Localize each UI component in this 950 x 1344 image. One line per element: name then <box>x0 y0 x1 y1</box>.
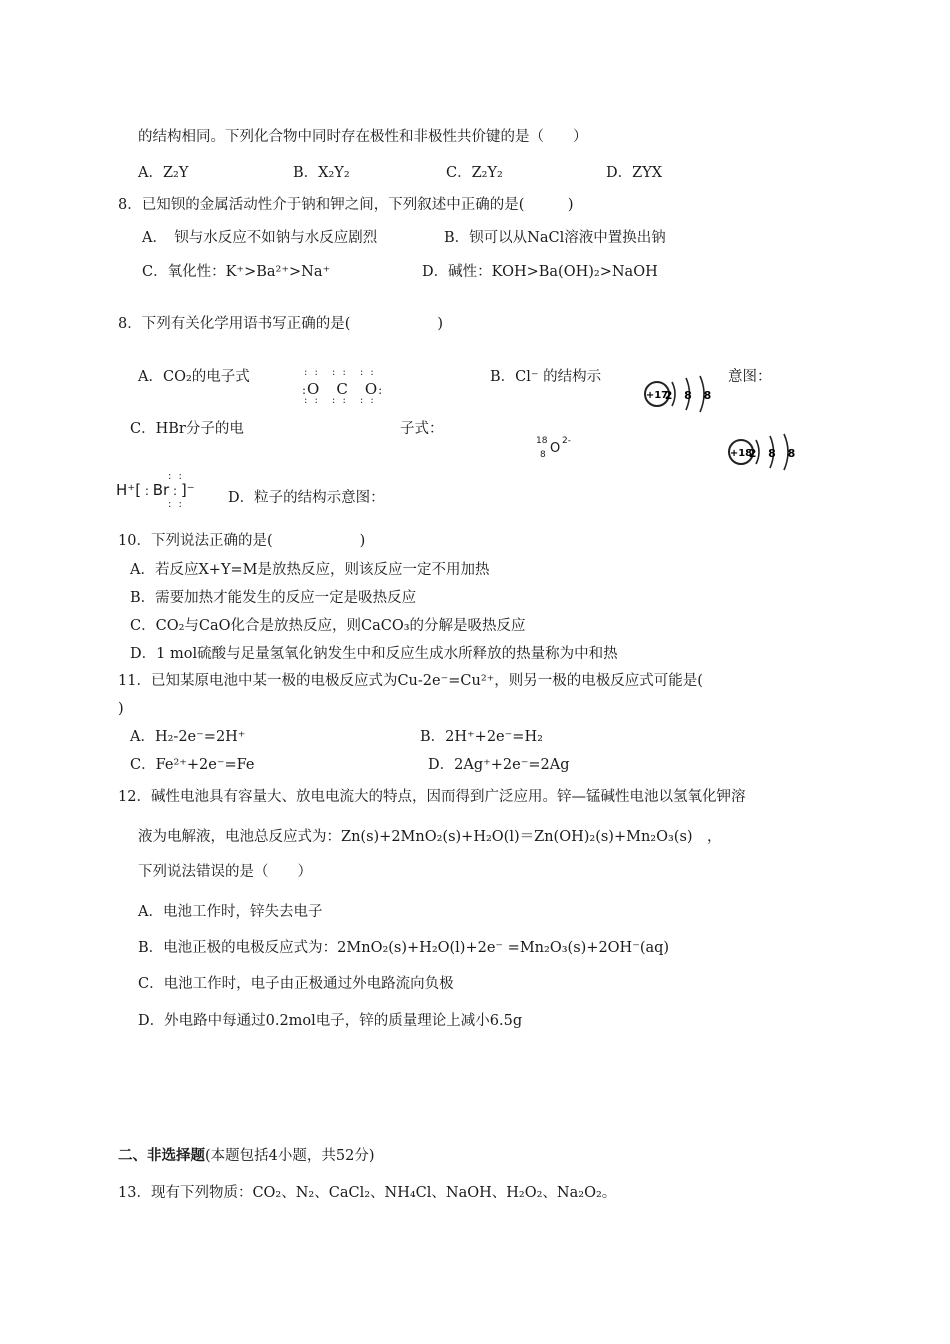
q10-option-d: D．1 mol硫酸与足量氢氧化钠发生中和反应生成水所释放的热量称为中和热 <box>130 646 618 662</box>
q8b-option-a-label: A．CO₂的电子式 <box>138 369 250 385</box>
q8b-option-c-label: C．HBr分子的电 <box>130 421 244 437</box>
o-mass-number: 18 <box>536 436 548 446</box>
co2-formula-text: O C O <box>307 380 379 398</box>
hbr-br-part: Br <box>152 481 170 499</box>
q11-option-a: A．H₂-2e⁻=2H⁺ <box>130 729 246 745</box>
q12-stem-line3: 下列说法错误的是（ ） <box>138 864 312 880</box>
cl-ion-structure-diagram <box>642 372 718 414</box>
hbr-h-part: H⁺[ <box>116 481 142 499</box>
cl-nucleus-label: +17 <box>645 390 669 401</box>
q7-option-a: A．Z₂Y <box>138 165 189 181</box>
q8a-option-b: B．钡可以从NaCl溶液中置换出钠 <box>444 230 666 246</box>
q12-stem: 12．碱性电池具有容量大、放电电流大的特点，因而得到广泛应用。锌—锰碱性电池以氢氧化钾溶 <box>118 789 746 805</box>
co2-electron-formula: : : : : : : :O C O: : : : : : : <box>302 367 384 406</box>
oxygen-ion-notation <box>536 436 586 466</box>
q8b-stem: 8．下列有关化学用语书写正确的是( ) <box>118 316 444 332</box>
q12-stem-line2: 液为电解液，电池总反应式为：Zn(s)+2MnO₂(s)+H₂O(l)＝Zn(OH)₂(s)+Mn₂O₃(s) ， <box>138 829 722 845</box>
q10-option-b: B．需要加热才能发生的反应一定是吸热反应 <box>130 590 417 606</box>
ar-nucleus-label: +18 <box>729 448 753 459</box>
q8a-stem: 8．已知钡的金属活动性介于钠和钾之间，下列叙述中正确的是( ) <box>118 197 574 213</box>
q13-stem: 13．现有下列物质：CO₂、N₂、CaCl₂、NH₄Cl、NaOH、H₂O₂、Na₂O₂。 <box>118 1185 617 1201</box>
q7-option-b: B．X₂Y₂ <box>293 165 350 181</box>
ar-shell-electrons: 2 8 8 <box>748 447 800 460</box>
q11-stem: 11．已知某原电池中某一极的电极反应式为Cu-2e⁻=Cu²⁺，则另一极的电极反应式可能是( <box>118 673 703 689</box>
q8a-option-c: C．氧化性：K⁺>Ba²⁺>Na⁺ <box>142 264 331 280</box>
q12-option-a: A．电池工作时，锌失去电子 <box>138 904 323 920</box>
q7-option-c: C．Z₂Y₂ <box>446 165 503 181</box>
q8b-option-b-suffix: 意图： <box>728 369 772 385</box>
q11-option-d: D．2Ag⁺+2e⁻=2Ag <box>428 757 570 773</box>
q10-stem: 10．下列说法正确的是( ) <box>118 533 366 549</box>
o-symbol: O <box>550 441 561 456</box>
q8b-option-b-label: B．Cl⁻ 的结构示 <box>490 369 602 385</box>
q10-option-c: C．CO₂与CaO化合是放热反应，则CaCO₃的分解是吸热反应 <box>130 618 526 634</box>
hbr-electron-formula: : : H⁺[ : Br : ]⁻ : : <box>116 471 195 510</box>
q11-option-c: C．Fe²⁺+2e⁻=Fe <box>130 757 255 773</box>
q7-option-d: D．ZYX <box>606 165 663 181</box>
ar-structure-diagram <box>726 430 802 472</box>
q8a-option-d: D．碱性：KOH>Ba(OH)₂>NaOH <box>422 264 658 280</box>
q8b-option-c-suffix: 子式： <box>400 421 444 437</box>
q11-stem-end: ) <box>118 701 124 717</box>
section-title: 二、非选择题 <box>118 1147 205 1164</box>
q12-option-b: B．电池正极的电极反应式为：2MnO₂(s)+H₂O(l)+2e⁻ =Mn₂O₃(s)+2OH⁻(aq) <box>138 940 670 956</box>
o-charge: 2- <box>562 436 571 446</box>
q10-option-a: A．若反应X+Y=M是放热反应，则该反应一定不用加热 <box>130 562 490 578</box>
q11-option-b: B．2H⁺+2e⁻=H₂ <box>420 729 543 745</box>
q8b-option-d-label: D．粒子的结构示意图： <box>228 490 385 506</box>
q8a-option-a: A． 钡与水反应不如钠与水反应剧烈 <box>142 230 378 246</box>
q7-stem-tail: 的结构相同。下列化合物中同时存在极性和非极性共价键的是（ ） <box>138 129 588 145</box>
section-note: (本题包括4小题，共52分) <box>205 1148 375 1164</box>
q12-option-d: D．外电路中每通过0.2mol电子，锌的质量理论上减小6.5g <box>138 1013 523 1029</box>
hbr-end-part: ]⁻ <box>180 481 195 499</box>
o-atomic-number: 8 <box>540 450 546 460</box>
section-heading <box>118 1146 375 1166</box>
q12-option-c: C．电池工作时，电子由正极通过外电路流向负极 <box>138 976 454 992</box>
cl-shell-electrons: 2 8 8 <box>664 389 716 402</box>
